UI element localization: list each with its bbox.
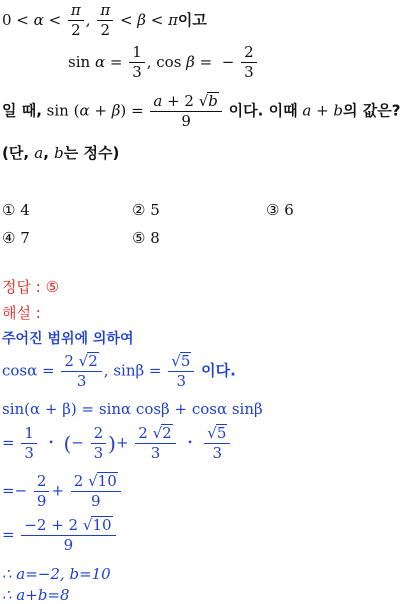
choice-2[interactable]: ② 5 <box>132 201 160 219</box>
work-line-5: = $\frac{-2 + 2 √10}{9}$ <box>2 516 118 555</box>
final-line-2: ∴ a+b=8 <box>2 586 70 604</box>
question-prefix: 일 때, <box>2 101 42 120</box>
choice-1[interactable]: ① 4 <box>2 201 30 219</box>
final-line-1: ∴ a=−2, b=10 <box>2 565 111 583</box>
answer-line <box>2 276 59 297</box>
choice-4[interactable]: ④ 7 <box>2 229 30 247</box>
answer-label: 정답 : <box>2 278 41 296</box>
choice-3[interactable]: ③ 6 <box>266 201 294 219</box>
answer-value: ⑤ <box>45 278 60 296</box>
work-line-2: sin(α + β) = sinα cosβ + cosα sinβ <box>2 400 263 418</box>
condition-line-2: sin α = $\frac{1}{3}$ , cos β = − $\frac{2}{3}$ <box>68 44 259 82</box>
question-suffix: 이다. 이때 <box>228 101 298 120</box>
work-line-4: =− $\frac{2}{9}$ + $\frac{2 √10}{9}$ <box>2 472 123 511</box>
question-tail: 의 값은? <box>343 101 400 120</box>
condition-line-1: 0 < α < $\frac{\pi}{2}$ , $\frac{\pi}{2}$ < β < π이고 <box>2 1 207 40</box>
work-line-3: = $\frac{1}{3}$ ・ (− $\frac{2}{3}$ )+ $\frac{2 √2}{3}$ ・ $\frac{√5}{3}$ <box>2 424 232 463</box>
range-note: 주어진 범위에 의하여 <box>2 331 134 347</box>
work-line-1: cosα = $\frac{2 √2}{3}$ , sinβ = $\frac{√5}{3}$ 이다. <box>2 352 236 391</box>
question-line: 일 때, sin (α + β) = $\frac{a + 2 √b}{9}$ 이다. 이때 a + b의 값은? <box>2 92 400 131</box>
ida-text: 이다. <box>201 361 236 380</box>
explanation-label: 해설 : <box>2 304 41 322</box>
choice-5[interactable]: ⑤ 8 <box>132 229 160 247</box>
integer-note: (단, a, b는 정수) <box>2 144 120 162</box>
